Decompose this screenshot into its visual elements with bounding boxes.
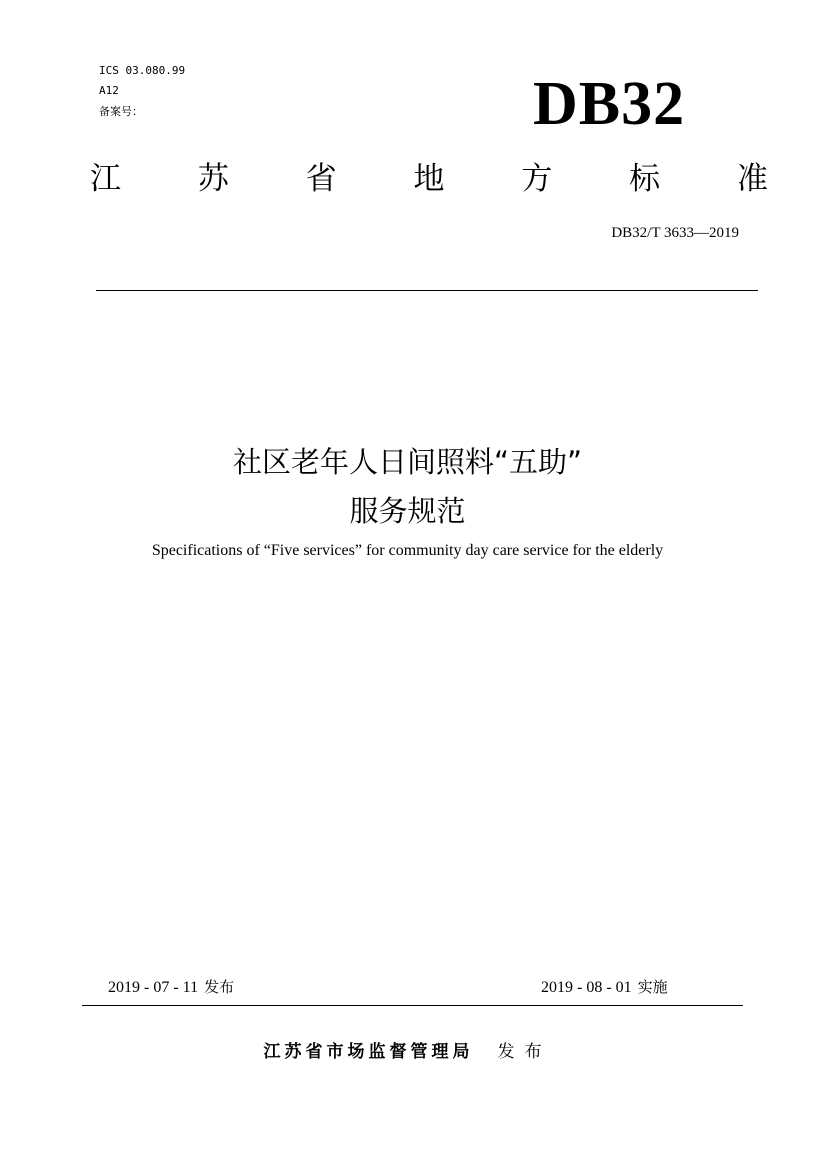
issue-label: 发布	[204, 978, 235, 996]
issue-date-block	[108, 976, 234, 999]
implementation-date: 2019 - 08 - 01	[541, 979, 632, 996]
standard-mark: DB32	[533, 70, 686, 138]
ics-code: ICS 03.080.99	[99, 64, 186, 77]
standard-type-char: 江	[90, 161, 121, 197]
title-chinese-line-1: 社区老年人日间照料“五助”	[232, 445, 583, 479]
standard-type-char: 省	[305, 161, 337, 197]
filing-number-label: 备案号：	[99, 105, 143, 118]
issue-date: 2019 - 07 - 11	[108, 979, 199, 996]
standard-type-char: 地	[413, 161, 445, 197]
top-divider	[96, 290, 758, 291]
publisher-action: 发布	[497, 1042, 552, 1062]
standard-code: DB32/T 3633—2019	[611, 225, 739, 241]
title-english: Specifications of “Five services” for community day care service for the elderly	[151, 542, 664, 559]
standard-type-char: 准	[736, 161, 768, 197]
publisher-org: 江苏省市场监督管理局	[263, 1042, 474, 1062]
title-chinese-line-2: 服务规范	[349, 494, 466, 528]
bottom-divider	[82, 1005, 743, 1006]
implementation-date-block	[541, 976, 668, 999]
publisher-line	[0, 1040, 815, 1064]
standard-type-char: 苏	[197, 161, 229, 197]
standard-type-char: 标	[629, 161, 661, 197]
standard-type-char: 方	[521, 161, 553, 197]
standard-type-heading	[90, 158, 768, 200]
implementation-label: 实施	[637, 978, 668, 996]
classification-code: A12	[99, 84, 119, 97]
